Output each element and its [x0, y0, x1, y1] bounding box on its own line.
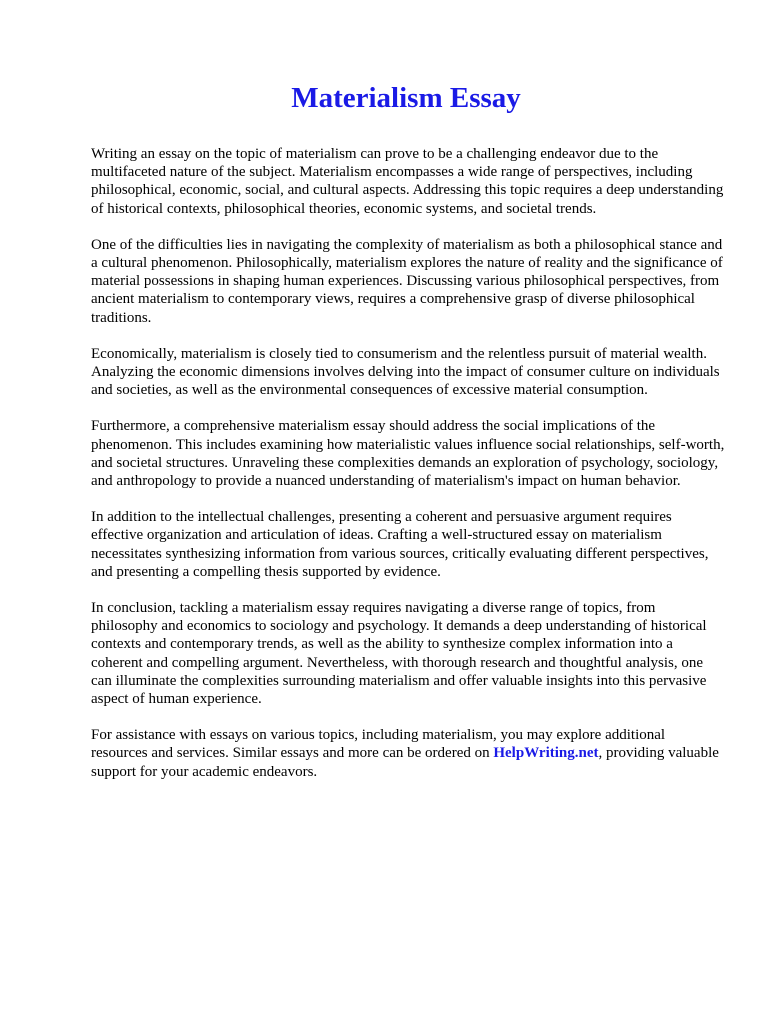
paragraph-2: One of the difficulties lies in navigating the complexity of materialism as both a philosophical stance and a cultural phenomenon. Philosophically, materialism explores the nature of reality and the significance of material possessions in shaping human experiences. Discussing various philosophical perspectives, from ancient materialism to contemporary views, requires a comprehensive grasp of diverse philosophical traditions.	[91, 236, 723, 326]
closing-text-after-link: , providing valuable support for your academic endeavors.	[91, 745, 719, 780]
document-title: Materialism Essay	[291, 82, 521, 114]
helpwriting-link[interactable]: HelpWriting.net	[493, 745, 599, 762]
paragraph-1: Writing an essay on the topic of materialism can prove to be a challenging endeavor due to the multifaceted nature of the subject. Materialism encompasses a wide range of perspectives, including philosophical, economic, social, and cultural aspects. Addressing this topic requires a deep understanding of historical contexts, philosophical theories, economic systems, and societal trends.	[91, 146, 724, 217]
closing-text-before-link: For assistance with essays on various topics, including materialism, you may explore additional resources and services. Similar essays and more can be ordered on	[91, 727, 666, 762]
paragraph-6: In conclusion, tackling a materialism essay requires navigating a diverse range of topics, from philosophy and economics to sociology and psychology. It demands a deep understanding of historical contexts and contemporary trends, as well as the ability to synthesize complex information into a coherent and compelling argument. Nevertheless, with thorough research and thoughtful analysis, one can illuminate the complexities surrounding materialism and offer valuable insights into this pervasive aspect of human experience.	[91, 600, 707, 708]
paragraph-5: In addition to the intellectual challenges, presenting a coherent and persuasive argument requires effective organization and articulation of ideas. Crafting a well-structured essay on materialism necessitates synthesizing information from various sources, critically evaluating different perspectives, and presenting a compelling thesis supported by evidence.	[91, 509, 709, 580]
document-body	[91, 145, 725, 799]
paragraph-3: Economically, materialism is closely tied to consumerism and the relentless pursuit of material wealth. Analyzing the economic dimensions involves delving into the impact of consumer culture on individuals and societies, as well as the environmental consequences of excessive material consumption.	[91, 345, 720, 399]
closing-paragraph	[91, 726, 725, 781]
paragraph-4: Furthermore, a comprehensive materialism essay should address the social implications of the phenomenon. This includes examining how materialistic values influence social relationships, self-worth, and societal structures. Unraveling these complexities demands an exploration of psychology, sociology, and anthropology to provide a nuanced understanding of materialism's impact on human behavior.	[91, 418, 725, 490]
